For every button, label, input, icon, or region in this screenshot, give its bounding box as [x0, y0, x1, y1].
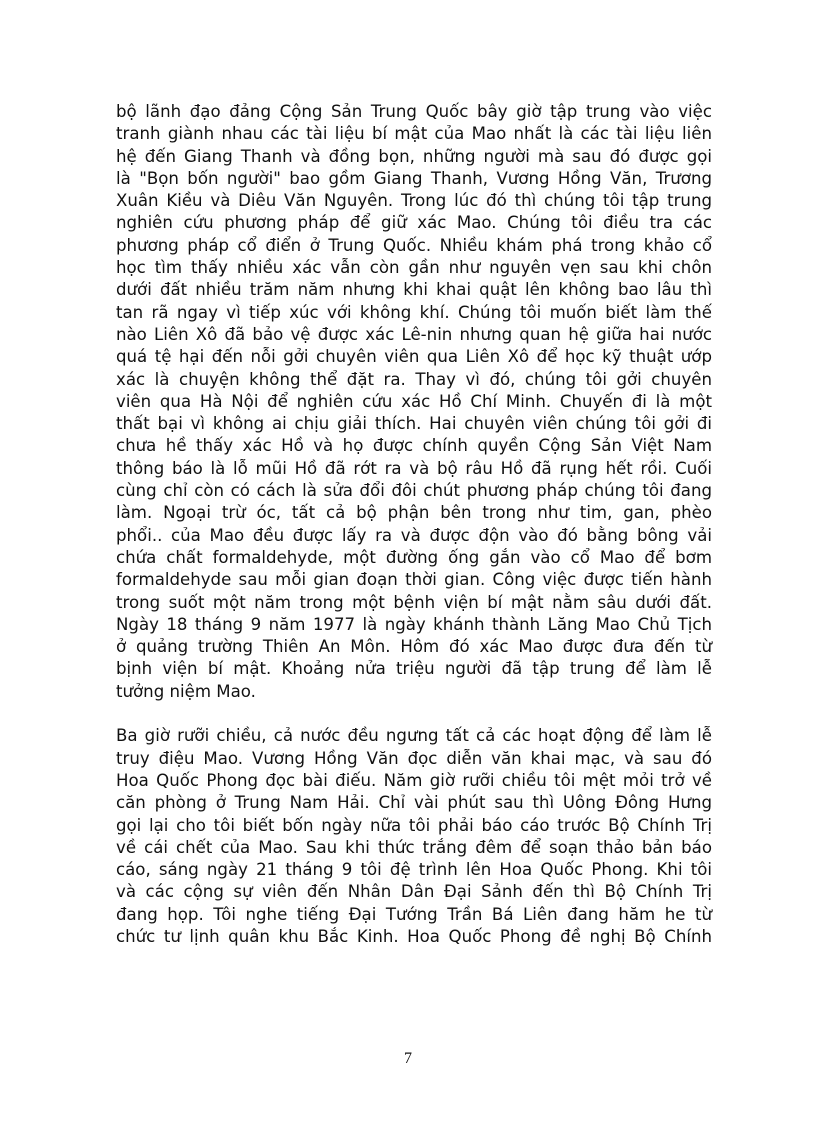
- text-line: trong suốt một năm trong một bệnh viện bí mật nằm sâu dưới đất.: [116, 592, 712, 612]
- text-line: chứa chất formaldehyde, một đường ống gắn vào cổ Mao để bơm: [116, 547, 712, 567]
- text-line: thông báo là lỗ mũi Hồ đã rớt ra và bộ râu Hồ đã rụng hết rồi. Cuối: [116, 458, 712, 478]
- text-line: ở quảng trường Thiên An Môn. Hôm đó xác Mao được đưa đến từ: [116, 637, 712, 657]
- text-line: cùng chỉ còn có cách là sửa đổi đôi chút phương pháp chúng tôi đang: [116, 481, 712, 501]
- body-text: [116, 101, 712, 948]
- text-line: về cái chết của Mao. Sau khi thức trắng đêm để soạn thảo bản báo: [116, 837, 712, 857]
- text-line: quá tệ hại đến nỗi gởi chuyên viên qua Liên Xô để học kỹ thuật ướp: [116, 347, 712, 367]
- page-number: 7: [404, 1050, 412, 1067]
- text-line: làm. Ngoại trừ óc, tất cả bộ phận bên trong như tim, gan, phèo: [116, 503, 712, 523]
- text-line: truy điệu Mao. Vương Hồng Văn đọc diễn văn khai mạc, và sau đó: [116, 748, 712, 768]
- text-line: Ba giờ rưỡi chiều, cả nước đều ngưng tất cả các hoạt động để làm lễ: [116, 726, 712, 746]
- text-line: là "Bọn bốn người" bao gồm Giang Thanh, Vương Hồng Văn, Trương: [116, 168, 712, 188]
- text-line: gọi lại cho tôi biết bốn ngày nữa tôi phải báo cáo trước Bộ Chính Trị: [116, 815, 712, 835]
- text-line: tưởng niệm Mao.: [116, 681, 256, 701]
- text-line: chức tư lịnh quân khu Bắc Kinh. Hoa Quốc Phong đề nghị Bộ Chính: [116, 926, 712, 946]
- text-line: phổi.. của Mao đều được lấy ra và được độn vào đó bằng bông vải: [116, 525, 712, 545]
- text-line: đang họp. Tôi nghe tiếng Đại Tướng Trần Bá Liên đang hăm he từ: [116, 904, 712, 924]
- text-line: bịnh viện bí mật. Khoảng nửa triệu người đã tập trung để làm lễ: [116, 659, 712, 679]
- text-line: học tìm thấy nhiều xác vẫn còn gần như nguyên vẹn sau khi chôn: [116, 258, 712, 278]
- text-line: và các cộng sự viên đến Nhân Dân Đại Sảnh đến thì Bộ Chính Trị: [116, 882, 712, 902]
- text-line: tan rã ngay vì tiếp xúc với không khí. Chúng tôi muốn biết làm thế: [116, 302, 712, 322]
- text-line: căn phòng ở Trung Nam Hải. Chỉ vài phút sau thì Uông Đông Hưng: [116, 793, 712, 813]
- text-line: tranh giành nhau các tài liệu bí mật của Mao nhất là các tài liệu liên: [116, 124, 712, 144]
- text-line: thất bại vì không ai chịu giải thích. Hai chuyên viên chúng tôi gởi đi: [116, 414, 712, 434]
- text-line: xác là chuyện không thể đặt ra. Thay vì đó, chúng tôi gởi chuyên: [116, 369, 712, 389]
- text-line: chưa hề thấy xác Hồ và họ được chính quyền Cộng Sản Việt Nam: [116, 436, 712, 456]
- text-line: Ngày 18 tháng 9 năm 1977 là ngày khánh thành Lăng Mao Chủ Tịch: [116, 614, 712, 634]
- text-line: nghiên cứu phương pháp để giữ xác Mao. Chúng tôi điều tra các: [116, 213, 712, 233]
- paragraph-spacer: [116, 703, 712, 725]
- text-line: Hoa Quốc Phong đọc bài điếu. Năm giờ rưỡi chiều tôi mệt mỏi trở về: [116, 770, 712, 790]
- text-line: dưới đất nhiều trăm năm nhưng khi khai quật lên không bao lâu thì: [116, 280, 712, 300]
- text-line: nào Liên Xô đã bảo vệ được xác Lê-nin nhưng quan hệ giữa hai nước: [116, 324, 712, 344]
- text-line: phương pháp cổ điển ở Trung Quốc. Nhiều khám phá trong khảo cổ: [116, 235, 712, 255]
- text-line: cáo, sáng ngày 21 tháng 9 tôi đệ trình lên Hoa Quốc Phong. Khi tôi: [116, 860, 712, 880]
- text-line: hệ đến Giang Thanh và đồng bọn, những người mà sau đó được gọi: [116, 146, 712, 166]
- text-line: bộ lãnh đạo đảng Cộng Sản Trung Quốc bây giờ tập trung vào việc: [116, 102, 712, 121]
- text-line: formaldehyde sau mỗi gian đoạn thời gian. Công việc được tiến hành: [116, 570, 712, 590]
- text-line: Xuân Kiều và Diêu Văn Nguyên. Trong lúc đó thì chúng tôi tập trung: [116, 191, 712, 211]
- text-line: viên qua Hà Nội để nghiên cứu xác Hồ Chí Minh. Chuyến đi là một: [116, 391, 712, 411]
- paragraph-2: [116, 725, 712, 948]
- paragraph-1: [116, 101, 712, 703]
